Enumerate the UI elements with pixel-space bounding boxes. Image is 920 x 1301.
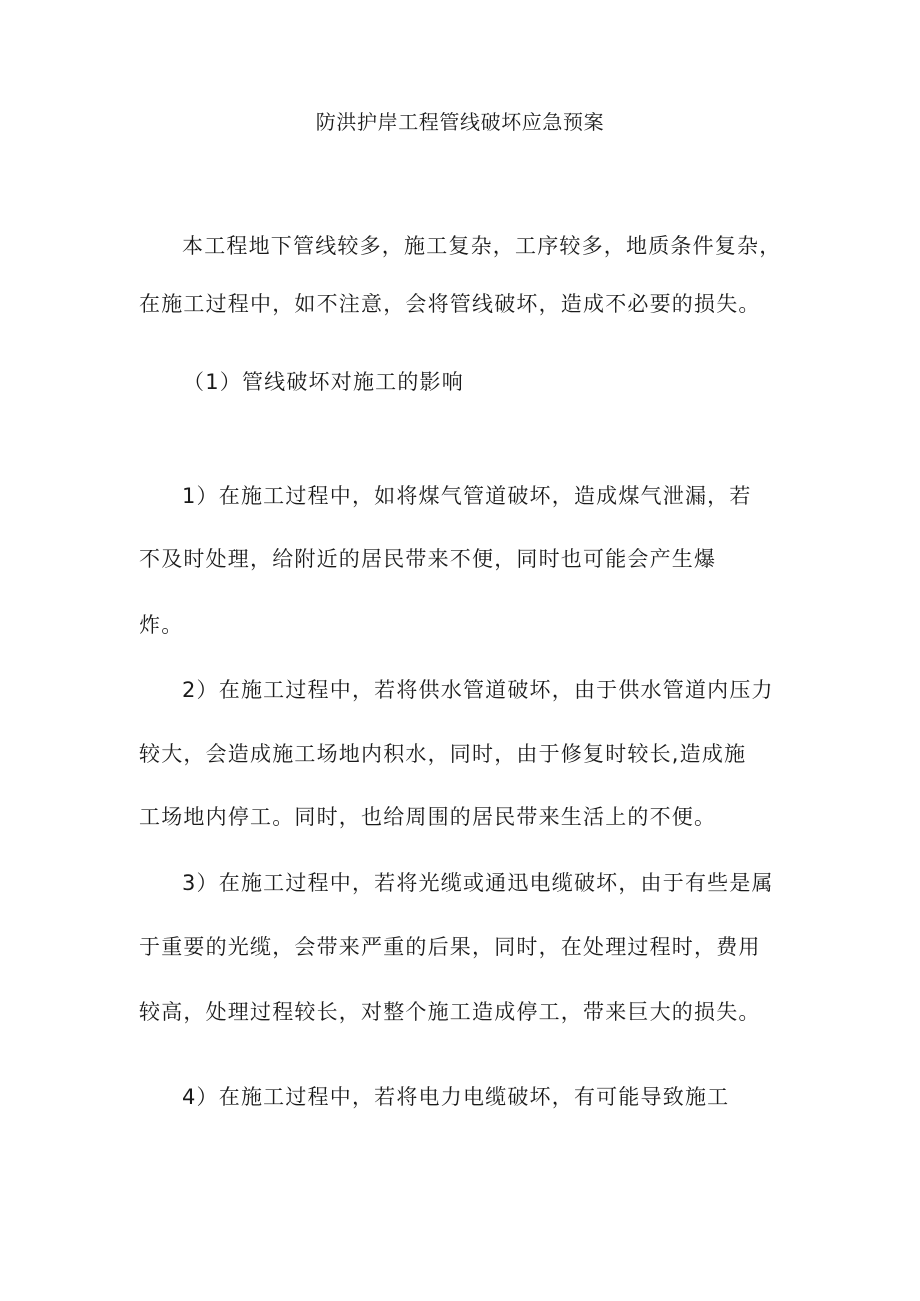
paragraph-line: 工场地内停工。同时，也给周围的居民带来生活上的不便。 <box>139 805 717 829</box>
paragraph-line: 不及时处理，给附近的居民带来不便，同时也可能会产生爆 <box>139 547 717 571</box>
paragraph-line: 较高，处理过程较长，对整个施工造成停工，带来巨大的损失。 <box>139 1000 761 1024</box>
paragraph-line: 2）在施工过程中，若将供水管道破坏，由于供水管道内压力 <box>182 678 774 702</box>
paragraph-line: 本工程地下管线较多，施工复杂，工序较多，地质条件复杂， <box>182 234 782 258</box>
paragraph-line: 于重要的光缆，会带来严重的后果，同时，在处理过程时，费用 <box>139 935 761 959</box>
paragraph-line: 4）在施工过程中，若将电力电缆破坏，有可能导致施工 <box>182 1085 730 1109</box>
paragraph-line: 较大，会造成施工场地内积水，同时，由于修复时较长,造成施 <box>139 742 747 766</box>
paragraph-line: 3）在施工过程中，若将光缆或通迅电缆破坏，由于有些是属 <box>182 871 774 895</box>
paragraph-line: 炸。 <box>139 613 184 637</box>
section-heading: （1）管线破坏对施工的影响 <box>183 370 464 394</box>
paragraph-line: 1）在施工过程中，如将煤气管道破坏，造成煤气泄漏，若 <box>182 484 752 508</box>
paragraph-line: 在施工过程中，如不注意，会将管线破坏，造成不必要的损失。 <box>139 292 761 316</box>
document-title: 防洪护岸工程管线破坏应急预案 <box>315 110 605 134</box>
